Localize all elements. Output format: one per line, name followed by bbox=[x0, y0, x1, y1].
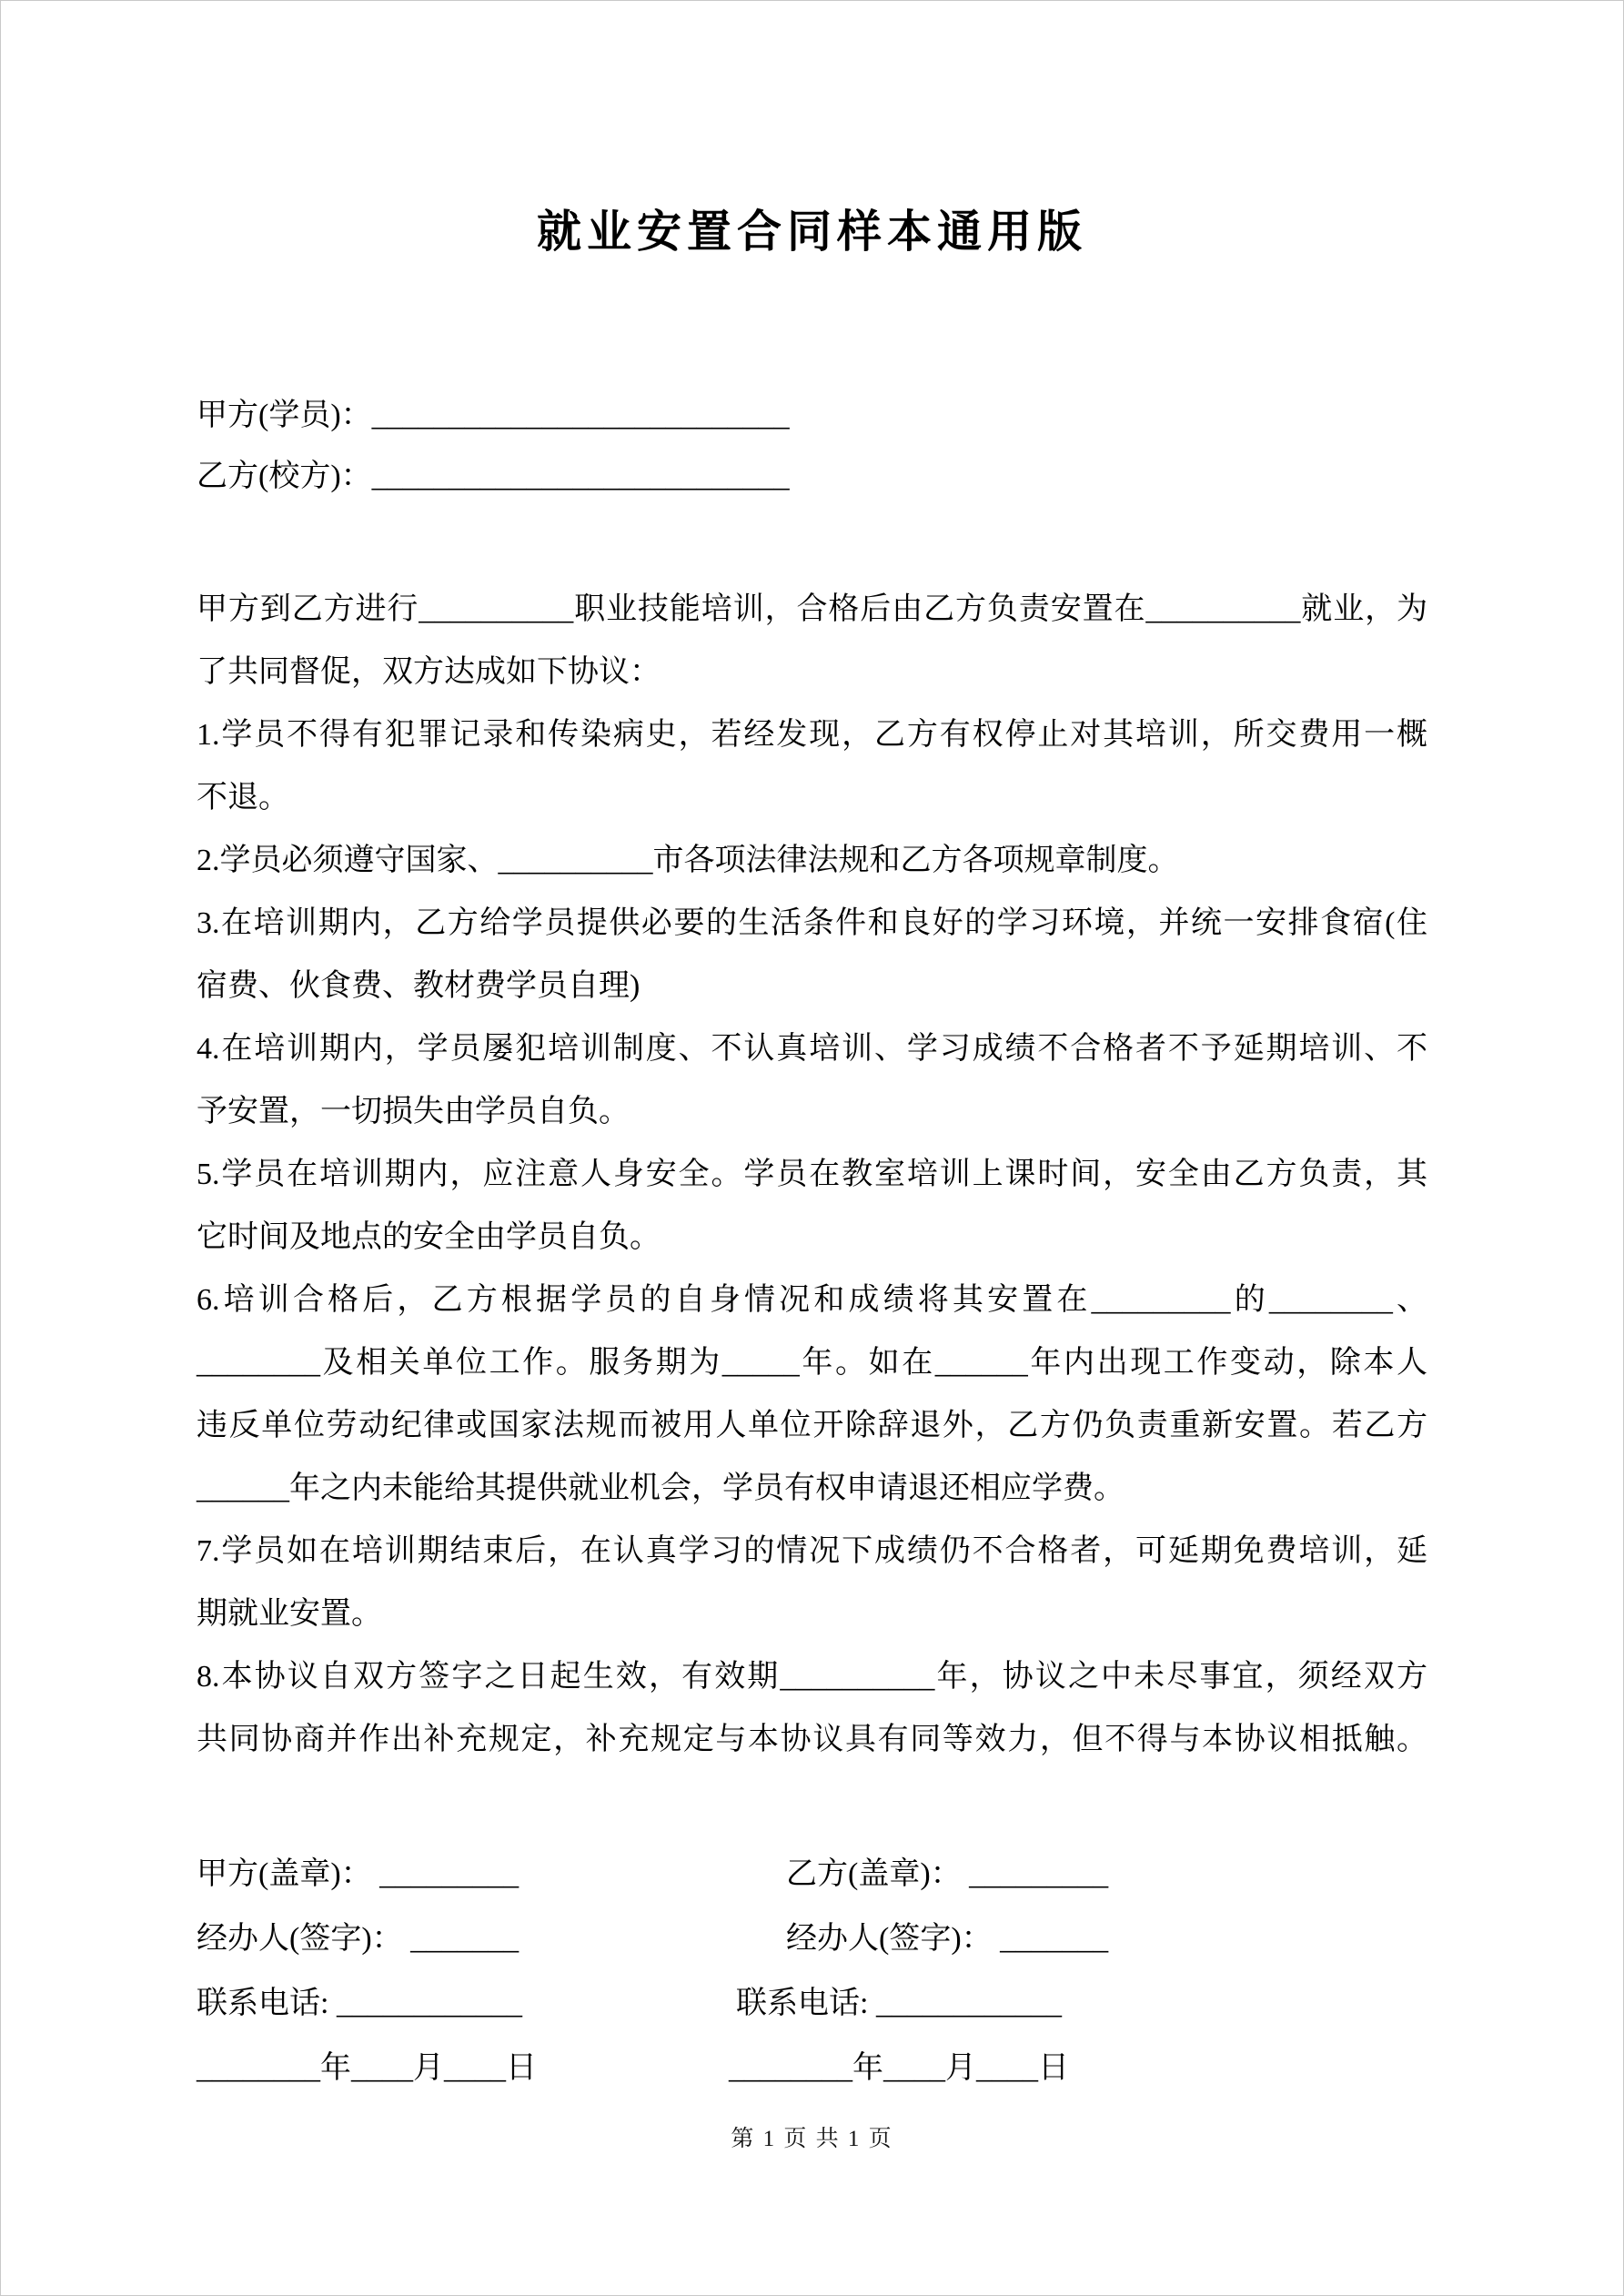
body-line-clause5-1: 5.学员在培训期内，应注意人身安全。学员在教室培训上课时间，安全由乙方负责，其 bbox=[197, 1158, 1427, 1191]
page-title: 就业安置合同样本通用版 bbox=[536, 207, 1087, 257]
body-line-clause2: 2.学员必须遵守国家、__________市各项法律法规和乙方各项规章制度。 bbox=[197, 844, 1179, 877]
body-line-clause6-1: 6.培训合格后，乙方根据学员的自身情况和成绩将其安置在_________的________、 bbox=[197, 1283, 1427, 1317]
body-line-clause8-1: 8.本协议自双方签字之日起生效，有效期__________年，协议之中未尽事宜，须经双方 bbox=[197, 1660, 1427, 1694]
body-line-clause4-1: 4.在培训期内，学员屡犯培训制度、不认真培训、学习成绩不合格者不予延期培训、不 bbox=[197, 1032, 1427, 1066]
signature-row-date bbox=[197, 2036, 1427, 2100]
party-a-phone-line: 联系电话: ____________ bbox=[197, 1987, 522, 2020]
party-a-seal-line: 甲方(盖章)： _________ bbox=[197, 1857, 519, 1891]
body-line-clause4-2: 予安置，一切损失由学员自负。 bbox=[197, 1095, 630, 1128]
signature-row-phone bbox=[197, 1971, 1427, 2036]
body-line-intro-1: 甲方到乙方进行__________职业技能培训，合格后由乙方负责安置在__________就业，为 bbox=[197, 592, 1427, 626]
body-line-clause1-2: 不退。 bbox=[197, 781, 289, 814]
body-line-clause7-1: 7.学员如在培训期结束后，在认真学习的情况下成绩仍不合格者，可延期免费培训，延 bbox=[197, 1534, 1427, 1568]
party-a-agent-line: 经办人(签字)： _______ bbox=[197, 1922, 519, 1956]
party-a-date-line: ________年____月____日 bbox=[197, 2051, 537, 2085]
party-a-line: 甲方(学员)：___________________________ bbox=[197, 399, 790, 432]
parties-block bbox=[197, 385, 1427, 507]
party-b-seal-line: 乙方(盖章)： _________ bbox=[786, 1857, 1109, 1891]
body-line-intro-2: 了共同督促，双方达成如下协议： bbox=[197, 655, 661, 689]
body-line-clause6-3: 违反单位劳动纪律或国家法规而被用人单位开除辞退外，乙方仍负责重新安置。若乙方 bbox=[197, 1409, 1427, 1442]
signature-row-seal bbox=[197, 1842, 1427, 1907]
body-line-clause8-2: 共同协商并作出补充规定，补充规定与本协议具有同等效力，但不得与本协议相抵触。 bbox=[197, 1723, 1427, 1756]
party-b-agent-line: 经办人(签字)： _______ bbox=[786, 1922, 1109, 1956]
body-line-clause6-4: ______年之内未能给其提供就业机会，学员有权申请退还相应学费。 bbox=[197, 1472, 1125, 1505]
party-b-date-line: ________年____月____日 bbox=[729, 2051, 1069, 2085]
body-line-clause3-2: 宿费、伙食费、教材费学员自理) bbox=[197, 969, 641, 1003]
body-line-clause3-1: 3.在培训期内，乙方给学员提供必要的生活条件和良好的学习环境，并统一安排食宿(住 bbox=[197, 906, 1427, 940]
party-b-line: 乙方(校方)：___________________________ bbox=[197, 460, 790, 493]
page-number-footer: 第 1 页 共 1 页 bbox=[731, 2127, 893, 2151]
contract-body bbox=[197, 578, 1427, 1771]
signature-block bbox=[197, 1842, 1427, 2100]
body-line-clause1-1: 1.学员不得有犯罪记录和传染病史，若经发现，乙方有权停止对其培训，所交费用一概 bbox=[197, 718, 1427, 752]
body-line-clause5-2: 它时间及地点的安全由学员自负。 bbox=[197, 1220, 661, 1254]
body-line-clause7-2: 期就业安置。 bbox=[197, 1597, 382, 1631]
party-b-phone-line: 联系电话: ____________ bbox=[736, 1987, 1062, 2020]
body-line-clause6-2: ________及相关单位工作。服务期为_____年。如在______年内出现工作变动，除本人 bbox=[197, 1346, 1427, 1380]
signature-row-agent bbox=[197, 1907, 1427, 1971]
